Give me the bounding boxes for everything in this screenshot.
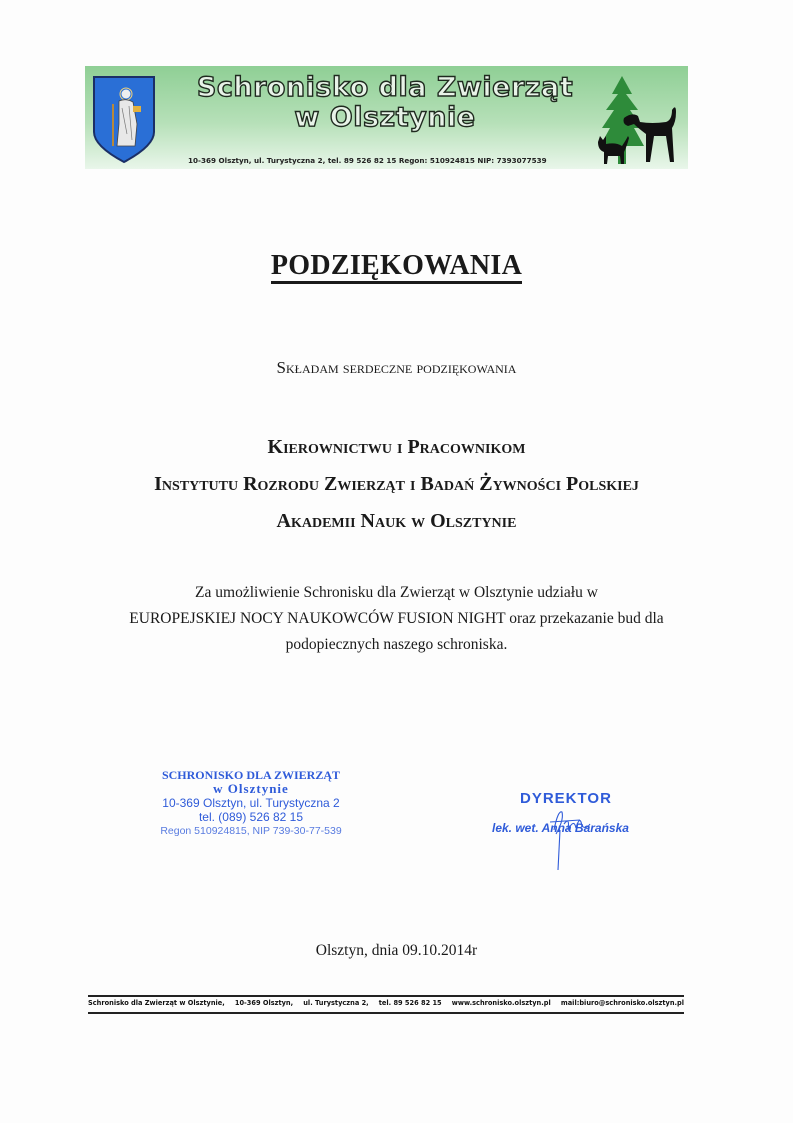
document-date: Olsztyn, dnia 09.10.2014r: [315, 942, 478, 959]
footer-street: ul. Turystyczna 2,: [303, 999, 369, 1007]
document-title: [0, 250, 793, 284]
body-line-1: Za umożliwienie Schronisku dla Zwierząt w Olsztynie udziału w: [195, 584, 598, 601]
intro-line: Składam serdeczne podziękowania: [276, 358, 517, 377]
banner-title-line1: Schronisko dla Zwierząt: [196, 72, 574, 103]
stamp-line-2: w Olsztynie: [213, 781, 289, 796]
body-line-3: podopiecznych naszego schroniska.: [285, 636, 508, 653]
footer-phone: tel. 89 526 82 15: [378, 999, 442, 1007]
stamp-line-1: SCHRONISKO DLA ZWIERZĄT: [161, 768, 341, 782]
recipient-line-1: Kierownictwu i Pracownikom: [267, 436, 526, 458]
footer-org: Schronisko dla Zwierząt w Olsztynie,: [88, 999, 225, 1007]
document-title-text: PODZIĘKOWANIA: [271, 251, 522, 284]
footer-website-link[interactable]: www.schronisko.olsztyn.pl: [451, 999, 551, 1007]
recipient-line-3: Akademii Nauk w Olsztynie: [276, 510, 517, 532]
body-line-2: EUROPEJSKIEJ NOCY NAUKOWCÓW FUSION NIGHT oraz przekazanie bud dla: [129, 610, 664, 627]
banner-title-line2: w Olsztynie: [294, 102, 476, 133]
stamp-line-4: tel. (089) 526 82 15: [198, 810, 304, 824]
recipient-line-2: Instytutu Rozrodu Zwierząt i Badań Żywności Polskiej: [154, 473, 639, 495]
tree-cat-dog-icon: [592, 70, 682, 168]
handwritten-signature-icon: [540, 800, 610, 870]
footer-divider-bottom: [88, 1012, 684, 1014]
footer-contact: [88, 999, 684, 1007]
footer-divider-top: [88, 995, 684, 997]
stamp-line-5: Regon 510924815, NIP 739-30-77-539: [160, 825, 342, 837]
footer-email-link[interactable]: mail:biuro@schronisko.olsztyn.pl: [560, 999, 684, 1007]
banner-address: 10-369 Olsztyn, ul. Turystyczna 2, tel. 89 526 82 15 Regon: 510924815 NIP: 7393077539: [188, 156, 547, 165]
director-name: lek. wet. Anna Barańska: [492, 821, 629, 835]
director-title: DYREKTOR: [520, 790, 612, 807]
footer-city: 10-369 Olsztyn,: [234, 999, 294, 1007]
coat-of-arms-icon: [91, 74, 157, 164]
institution-stamp: [146, 768, 356, 838]
stamp-line-3: 10-369 Olsztyn, ul. Turystyczna 2: [162, 796, 340, 810]
letterhead-banner: [85, 66, 688, 169]
